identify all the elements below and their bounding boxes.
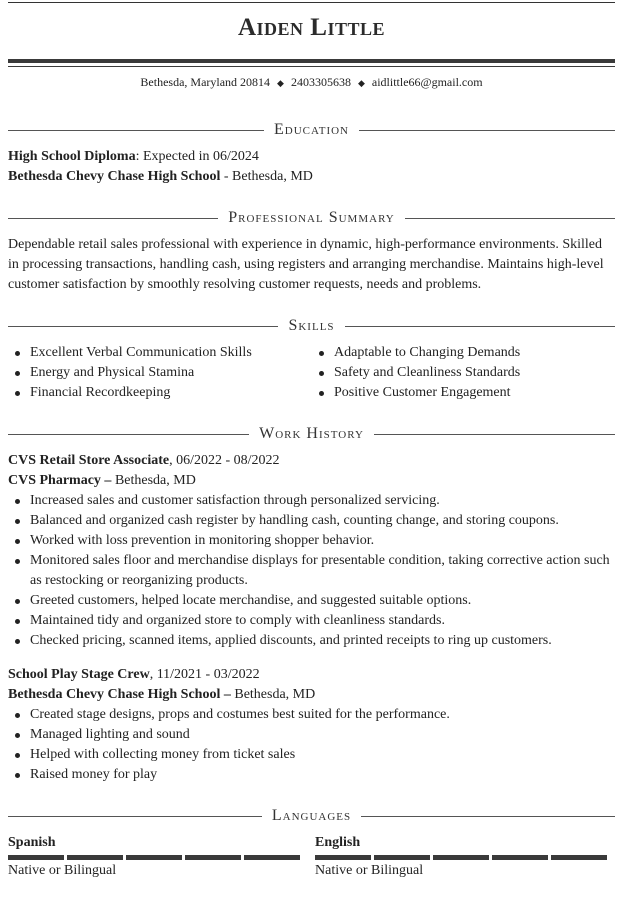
contact-line	[8, 75, 615, 90]
contact-separator: ◆	[277, 78, 284, 88]
education-school-line	[8, 167, 615, 187]
job-location: Bethesda, MD	[111, 473, 196, 488]
job-bullet: Checked pricing, scanned items, applied discounts, and printed receipts to ring up customers.	[8, 631, 615, 651]
language-item	[8, 833, 300, 881]
education-school: Bethesda Chevy Chase High School	[8, 169, 221, 184]
header-rule-thin	[8, 66, 615, 67]
job-role: School Play Stage Crew	[8, 667, 150, 682]
job-employer: Bethesda Chevy Chase High School –	[8, 687, 231, 702]
job-bullet: Created stage designs, props and costumes best suited for the performance.	[8, 705, 615, 725]
skills-heading	[8, 316, 615, 336]
skill-item: Positive Customer Engagement	[312, 383, 602, 403]
skills-right-column	[312, 343, 602, 403]
languages-title: Languages	[271, 807, 352, 824]
language-level: Native or Bilingual	[315, 863, 424, 878]
job-bullet: Increased sales and customer satisfaction through personalized servicing.	[8, 491, 615, 511]
skills-left-column	[8, 343, 298, 403]
contact-separator: ◆	[357, 78, 365, 88]
top-rule	[8, 2, 615, 3]
skill-item: Safety and Cleanliness Standards	[312, 363, 602, 383]
summary-heading	[8, 208, 615, 228]
job-bullet: Helped with collecting money from ticket sales	[8, 745, 615, 765]
education-title: Education	[274, 121, 349, 138]
education-degree: High School Diploma	[8, 149, 136, 164]
job-bullet: Raised money for play	[8, 765, 615, 785]
job-bullet: Balanced and organized cash register by handling cash, counting change, and storing coupons.	[8, 511, 615, 531]
language-name: Spanish	[8, 835, 56, 850]
job-employer-line	[8, 471, 615, 491]
education-degree-date: : Expected in 06/2024	[135, 149, 259, 164]
job-dates: , 11/2021 - 03/2022	[149, 667, 260, 682]
language-proficiency-bar	[315, 855, 607, 860]
languages-heading	[8, 806, 615, 826]
language-proficiency-bar	[8, 855, 300, 860]
job-location: Bethesda, MD	[230, 687, 316, 702]
language-level: Native or Bilingual	[8, 863, 117, 878]
job-bullet: Maintained tidy and organized store to comply with cleanliness standards.	[8, 611, 615, 631]
job-bullet: Managed lighting and sound	[8, 725, 615, 745]
skill-item: Excellent Verbal Communication Skills	[8, 343, 298, 363]
contact-phone: 2403305638	[290, 75, 351, 89]
job-employer-line	[8, 685, 615, 705]
language-name: English	[315, 835, 361, 850]
job-role: CVS Retail Store Associate	[8, 453, 170, 468]
summary-title: Professional Summary	[228, 209, 395, 226]
job-bullet: Greeted customers, helped locate merchandise, and suggested suitable options.	[8, 591, 615, 611]
candidate-name: Aiden Little	[237, 14, 386, 41]
skills-title: Skills	[288, 317, 335, 334]
skill-item: Adaptable to Changing Demands	[312, 343, 602, 363]
skill-item: Financial Recordkeeping	[8, 383, 298, 403]
language-item	[315, 833, 607, 881]
education-degree-line	[8, 147, 615, 167]
work-title: Work History	[259, 425, 364, 442]
contact-email: aidlittle66@gmail.com	[371, 75, 483, 89]
education-school-location: - Bethesda, MD	[220, 169, 313, 184]
summary-text: Dependable retail sales professional with experience in dynamic, high-performance environments. Skilled in processing transactions, handling cash, using registers and arranging merchandise. Maintains high-level customer satisfaction by smoothly resolving customer requests, needs and problems.	[8, 237, 604, 292]
header-rule-thick	[8, 59, 615, 63]
job-title-line	[8, 451, 615, 471]
job-employer: CVS Pharmacy –	[8, 473, 112, 488]
job-title-line	[8, 665, 615, 685]
work-heading	[8, 424, 615, 444]
education-heading	[8, 120, 615, 140]
job-bullets	[8, 491, 615, 651]
contact-location: Bethesda, Maryland 20814	[140, 75, 271, 89]
job-bullet: Worked with loss prevention in monitoring shopper behavior.	[8, 531, 615, 551]
job-bullets	[8, 705, 615, 785]
job-dates: , 06/2022 - 08/2022	[169, 453, 280, 468]
job-bullet: Monitored sales floor and merchandise displays for presentable condition, taking corrective action such as restocking or reorganizing products.	[8, 551, 615, 591]
skill-item: Energy and Physical Stamina	[8, 363, 298, 383]
